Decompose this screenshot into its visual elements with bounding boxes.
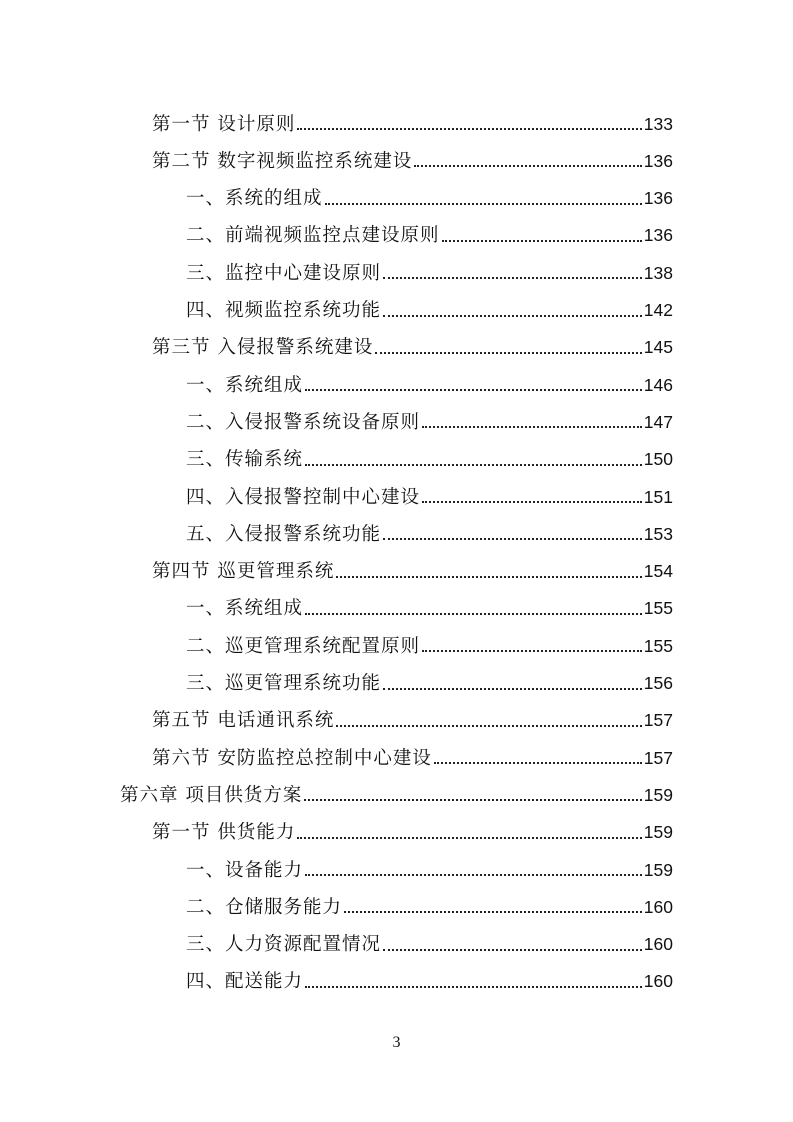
toc-entry[interactable]: [186, 291, 673, 321]
toc-entry[interactable]: [186, 216, 673, 246]
toc-entry-page: 160: [643, 971, 673, 992]
toc-entry-page: 138: [643, 262, 673, 283]
toc-entry-title: 一、系统组成: [186, 598, 304, 620]
toc-entry-page: 133: [643, 113, 673, 134]
toc-entry[interactable]: [186, 626, 673, 656]
toc-dot-leader: [304, 799, 641, 801]
toc-dot-leader: [383, 315, 642, 317]
toc-entry[interactable]: [152, 738, 673, 768]
toc-dot-leader: [336, 576, 641, 578]
toc-entry-title: 三、巡更管理系统功能: [186, 673, 382, 694]
toc-entry-page: 142: [643, 300, 673, 320]
toc-entry-page: 157: [643, 747, 673, 768]
toc-entry[interactable]: [120, 775, 673, 805]
toc-dot-leader: [336, 725, 641, 727]
toc-dot-leader: [383, 688, 642, 690]
toc-entry[interactable]: [186, 850, 673, 880]
toc-entry[interactable]: [186, 887, 673, 917]
toc-dot-leader: [297, 837, 641, 839]
toc-dot-leader: [325, 203, 642, 205]
toc-entry-title: 第三节 入侵报警系统建设: [152, 337, 374, 359]
toc-entry-page: 145: [643, 337, 673, 358]
toc-dot-leader: [422, 650, 642, 652]
toc-entry[interactable]: [186, 962, 673, 992]
toc-entry-page: 154: [643, 561, 673, 582]
toc-entry[interactable]: [186, 477, 673, 507]
toc-entry-title: 一、设备能力: [186, 859, 304, 881]
toc-dot-leader: [305, 613, 642, 615]
toc-entry[interactable]: [152, 104, 673, 134]
toc-entry-title: 第四节 巡更管理系统: [152, 561, 335, 583]
toc-entry-page: 147: [643, 411, 673, 432]
toc-entry-title: 一、系统的组成: [186, 188, 323, 210]
toc-dot-leader: [422, 501, 642, 503]
toc-entry-page: 146: [643, 374, 673, 395]
toc-entry-title: 三、人力资源配置情况: [186, 934, 382, 956]
toc-entry-page: 155: [643, 598, 673, 619]
toc-entry[interactable]: [152, 552, 673, 582]
toc-entry-page: 160: [643, 896, 673, 917]
toc-dot-leader: [442, 240, 642, 242]
toc-dot-leader: [297, 128, 641, 130]
toc-entry-page: 136: [643, 150, 673, 171]
toc-entry-title: 第六章 项目供货方案: [120, 784, 303, 806]
toc-entry-page: 150: [643, 449, 673, 470]
toc-entry-title: 四、视频监控系统功能: [186, 300, 382, 321]
toc-entry-title: 二、仓储服务能力: [186, 896, 343, 918]
toc-entry-page: 155: [643, 635, 673, 656]
toc-entry-page: 159: [643, 784, 673, 805]
toc-entry-page: 156: [643, 673, 673, 693]
toc-entry-title: 二、前端视频监控点建设原则: [186, 225, 440, 247]
toc-entry-title: 第二节 数字视频监控系统建设: [152, 150, 413, 172]
toc-entry-page: 136: [643, 225, 673, 246]
toc-dot-leader: [305, 464, 642, 466]
toc-dot-leader: [344, 911, 642, 913]
toc-entry-page: 153: [643, 523, 673, 544]
page-number: 3: [392, 1034, 401, 1051]
toc-entry[interactable]: [186, 402, 673, 432]
toc-entry[interactable]: [152, 813, 673, 843]
toc-entry-page: 157: [643, 710, 673, 731]
toc-entry[interactable]: [186, 179, 673, 209]
toc-dot-leader: [383, 949, 642, 951]
toc-entry-title: 二、巡更管理系统配置原则: [186, 635, 421, 657]
toc-entry-title: 第六节 安防监控总控制中心建设: [152, 747, 432, 769]
toc-entry[interactable]: [152, 328, 673, 358]
toc-entry-title: 第五节 电话通讯系统: [152, 710, 335, 732]
toc-entry-page: 151: [643, 486, 673, 507]
toc-entry[interactable]: [186, 664, 673, 694]
toc-entry-title: 三、传输系统: [186, 449, 304, 471]
toc-dot-leader: [422, 426, 642, 428]
toc-entry-title: 四、配送能力: [186, 971, 304, 993]
toc-entry[interactable]: [186, 589, 673, 619]
toc-entry-page: 160: [643, 934, 673, 955]
toc-entry[interactable]: [186, 514, 673, 544]
toc-entry[interactable]: [186, 440, 673, 470]
toc-entry-page: 159: [643, 822, 673, 843]
toc-entry[interactable]: [152, 701, 673, 731]
toc-entry-page: 159: [643, 859, 673, 880]
toc-entry-title: 第一节 设计原则: [152, 113, 296, 135]
toc-entry[interactable]: [186, 925, 673, 955]
toc-entry[interactable]: [186, 365, 673, 395]
toc-entry-page: 136: [643, 188, 673, 209]
toc-dot-leader: [434, 762, 642, 764]
toc-entry[interactable]: [186, 253, 673, 283]
toc-entry[interactable]: [152, 141, 673, 171]
toc-entry-title: 五、入侵报警系统功能: [186, 523, 382, 545]
toc-entry-title: 第一节 供货能力: [152, 822, 296, 844]
toc-entry-title: 一、系统组成: [186, 374, 304, 396]
toc-dot-leader: [305, 874, 642, 876]
toc-entry-title: 三、监控中心建设原则: [186, 262, 382, 284]
toc-dot-leader: [414, 165, 641, 167]
toc-dot-leader: [383, 277, 642, 279]
toc-dot-leader: [383, 538, 642, 540]
toc-entry-title: 二、入侵报警系统设备原则: [186, 411, 421, 433]
toc-dot-leader: [375, 352, 641, 354]
toc-dot-leader: [305, 389, 642, 391]
toc-dot-leader: [305, 986, 642, 988]
toc-entry-title: 四、入侵报警控制中心建设: [186, 486, 421, 508]
